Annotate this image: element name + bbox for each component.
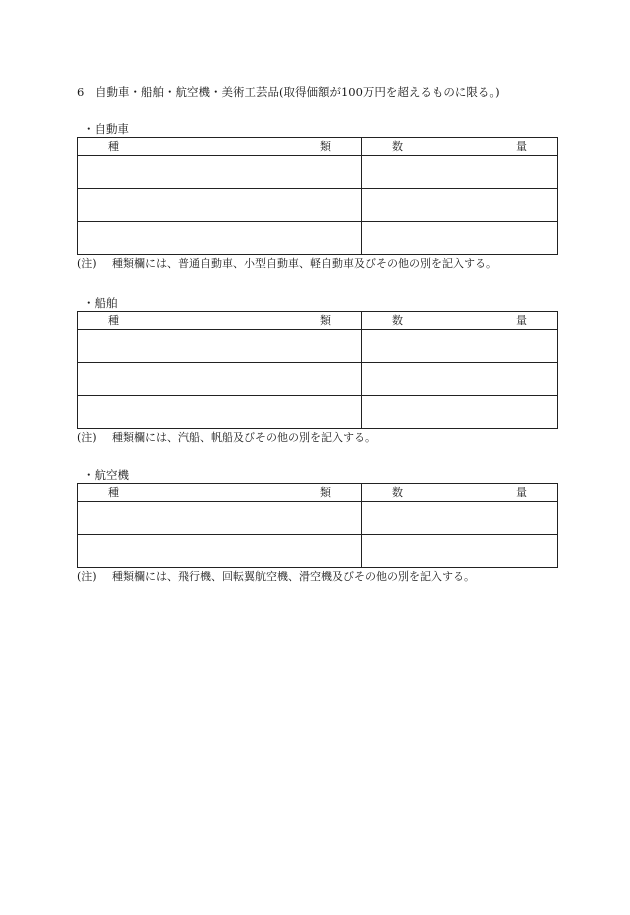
table-header-row <box>78 484 558 502</box>
table-row <box>78 222 558 255</box>
table-header-row <box>78 138 558 156</box>
section-title: ・船舶 <box>83 296 118 310</box>
quantity-cell[interactable] <box>362 222 558 255</box>
kind-header: 種 類 <box>78 312 362 330</box>
quantity-header: 数 量 <box>362 138 558 156</box>
page-heading <box>77 84 500 100</box>
section-title: ・航空機 <box>83 468 129 482</box>
quantity-cell[interactable] <box>362 396 558 429</box>
quantity-cell[interactable] <box>362 363 558 396</box>
quantity-cell[interactable] <box>362 189 558 222</box>
automobile-table <box>77 137 558 255</box>
section-note: (注) 種類欄には、飛行機、回転翼航空機、滑空機及びその他の別を記入する。 <box>77 570 475 583</box>
kind-cell[interactable] <box>78 363 362 396</box>
section-title: ・自動車 <box>83 122 129 136</box>
table-row <box>78 189 558 222</box>
kind-cell[interactable] <box>78 156 362 189</box>
ship-table <box>77 311 558 429</box>
aircraft-table <box>77 483 558 568</box>
section-note: (注) 種類欄には、普通自動車、小型自動車、軽自動車及びその他の別を記入する。 <box>77 257 497 270</box>
section-ship <box>77 295 557 447</box>
table-row <box>78 363 558 396</box>
table-row <box>78 156 558 189</box>
table-row <box>78 502 558 535</box>
kind-cell[interactable] <box>78 330 362 363</box>
kind-cell[interactable] <box>78 189 362 222</box>
quantity-cell[interactable] <box>362 330 558 363</box>
quantity-cell[interactable] <box>362 156 558 189</box>
table-row <box>78 535 558 568</box>
kind-header: 種 類 <box>78 138 362 156</box>
quantity-header: 数 量 <box>362 484 558 502</box>
kind-cell[interactable] <box>78 396 362 429</box>
table-row <box>78 330 558 363</box>
kind-cell[interactable] <box>78 502 362 535</box>
table-header-row <box>78 312 558 330</box>
quantity-cell[interactable] <box>362 535 558 568</box>
kind-cell[interactable] <box>78 535 362 568</box>
kind-cell[interactable] <box>78 222 362 255</box>
quantity-header: 数 量 <box>362 312 558 330</box>
section-aircraft <box>77 467 557 586</box>
section-note: (注) 種類欄には、汽船、帆船及びその他の別を記入する。 <box>77 431 376 444</box>
kind-header: 種 類 <box>78 484 362 502</box>
table-row <box>78 396 558 429</box>
heading-title: 自動車・船舶・航空機・美術工芸品(取得価額が100万円を超えるものに限る。) <box>95 85 500 99</box>
section-automobile <box>77 121 557 273</box>
quantity-cell[interactable] <box>362 502 558 535</box>
heading-number: 6 <box>77 85 85 99</box>
